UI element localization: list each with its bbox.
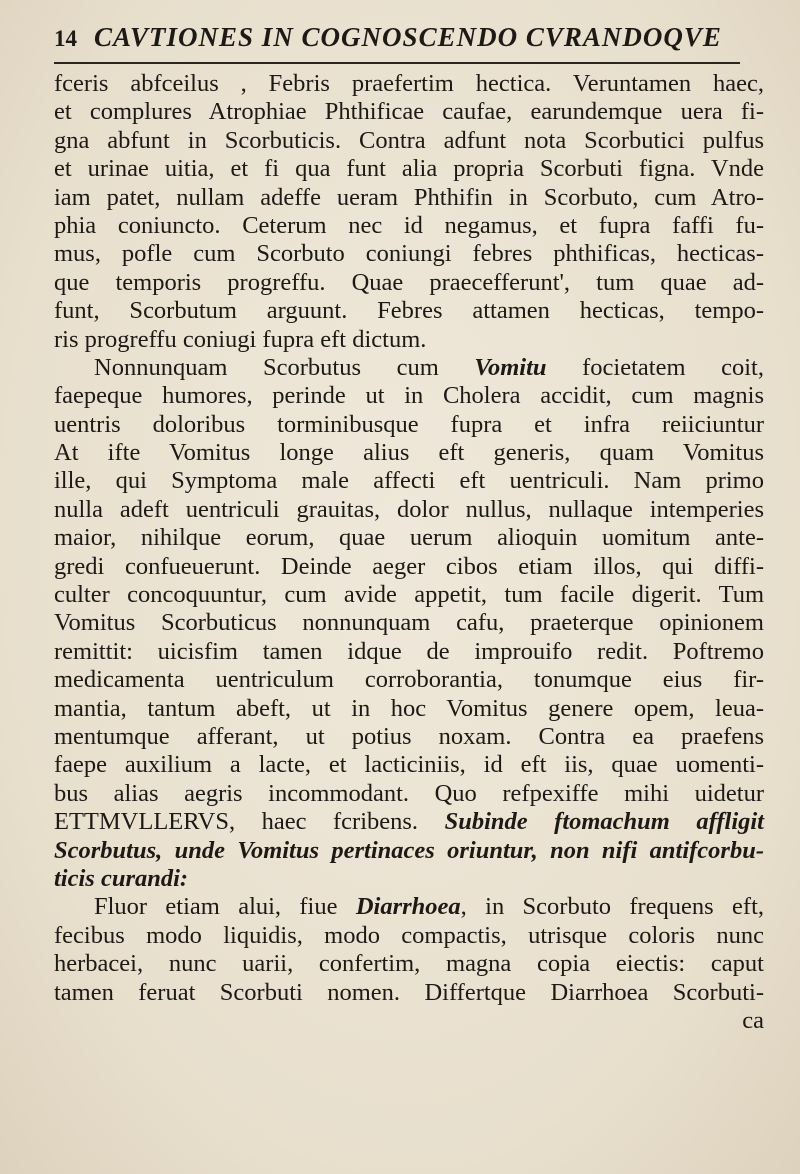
text-line xyxy=(54,553,764,581)
text-line xyxy=(54,723,764,751)
text-line xyxy=(54,70,764,98)
text-line xyxy=(54,581,764,609)
text-line xyxy=(54,695,764,723)
text-line xyxy=(54,865,764,893)
text-line xyxy=(54,98,764,126)
line-text: gredi confueuerunt. Deinde aeger cibos etiam illos, qui diffi- xyxy=(54,552,764,580)
italic-text: Subinde ftomachum affligit xyxy=(444,808,764,836)
text-line xyxy=(54,780,764,808)
line-text: Fluor etiam alui, fiue xyxy=(94,893,356,921)
text-line xyxy=(54,638,764,666)
text-line xyxy=(54,297,764,325)
line-text: mantia, tantum abeft, ut in hoc Vomitus genere opem, leua- xyxy=(54,694,764,722)
line-text: mus, pofle cum Scorbuto coniungi febres phthificas, hecticas- xyxy=(54,240,764,268)
text-line xyxy=(54,411,764,439)
text-line xyxy=(54,496,764,524)
text-line xyxy=(54,240,764,268)
line-text: faepeque humores, perinde ut in Cholera accidit, cum magnis xyxy=(54,382,764,410)
text-line xyxy=(54,212,764,240)
line-text: funt, Scorbutum arguunt. Febres attamen hecticas, tempo- xyxy=(54,297,764,325)
text-line xyxy=(54,184,764,212)
text-line xyxy=(54,609,764,637)
text-line xyxy=(54,467,764,495)
line-text: remittit: uicisfim tamen idque de improuifo redit. Poftremo xyxy=(54,637,764,665)
line-text: mentumque afferant, ut potius noxam. Contra ea praefens xyxy=(54,722,764,750)
line-text: que temporis progreffu. Quae praecefferunt', tum quae ad- xyxy=(54,268,764,296)
line-text: herbacei, nunc uarii, confertim, magna copia eiectis: caput xyxy=(54,950,764,978)
line-text: et urinae uitia, et fi qua funt alia propria Scorbuti figna. Vnde xyxy=(54,155,764,183)
line-text-rest: focietatem coit, xyxy=(546,353,764,381)
italic-text: ticis curandi: xyxy=(54,864,189,892)
line-text: uentris doloribus torminibusque fupra et infra reiiciuntur xyxy=(54,410,764,438)
text-line xyxy=(54,666,764,694)
text-line xyxy=(54,354,764,382)
text-line xyxy=(54,979,764,1007)
text-line xyxy=(54,950,764,978)
line-text: gna abfunt in Scorbuticis. Contra adfunt nota Scorbutici pulfus xyxy=(54,126,764,154)
page-header xyxy=(54,22,740,64)
text-line xyxy=(54,439,764,467)
line-text: Nonnunquam Scorbutus cum xyxy=(94,353,475,381)
text-line xyxy=(54,382,764,410)
running-head: CAVTIONES IN COGNOSCENDO CVRANDOQVE xyxy=(94,22,722,52)
italic-text: Diarrhoea xyxy=(355,893,461,921)
text-line xyxy=(54,922,764,950)
line-text: iam patet, nullam adeffe ueram Phthifin in Scorbuto, cum Atro- xyxy=(54,183,764,211)
line-text: fceris abfceilus , Febris praefertim hectica. Veruntamen haec, xyxy=(54,70,764,97)
line-text: nulla adeft uentriculi grauitas, dolor nullus, nullaque intemperies xyxy=(54,495,764,523)
text-line xyxy=(54,127,764,155)
line-text: ris progreffu coniugi fupra eft dictum. xyxy=(54,325,427,353)
line-text: medicamenta uentriculum corroborantia, tonumque eius fir- xyxy=(54,666,764,694)
line-text: faepe auxilium a lacte, et lacticiniis, id eft iis, quae uomenti- xyxy=(54,751,764,779)
line-text: fecibus modo liquidis, modo compactis, utrisque coloris nunc xyxy=(54,921,764,949)
text-line xyxy=(54,751,764,779)
line-text: et complures Atrophiae Phthificae caufae, earundemque uera fi- xyxy=(54,98,764,126)
line-text: ETTMVLLERVS, haec fcribens. xyxy=(54,808,445,836)
text-line xyxy=(54,893,764,921)
line-text: phia coniuncto. Ceterum nec id negamus, et fupra faffi fu- xyxy=(54,211,764,239)
line-text: culter concoquuntur, cum avide appetit, tum facile digerit. Tum xyxy=(54,581,764,609)
line-text: bus alias aegris incommodant. Quo refpexiffe mihi uidetur xyxy=(54,779,764,807)
line-text: maior, nihilque eorum, quae uerum alioquin uomitum ante- xyxy=(54,524,764,552)
text-line xyxy=(54,808,764,836)
line-text: Vomitus Scorbuticus nonnunquam cafu, praeterque opinionem xyxy=(54,609,764,637)
page-number: 14 xyxy=(54,26,77,51)
line-text: ille, qui Symptoma male affecti eft uentriculi. Nam primo xyxy=(54,467,764,495)
line-text-rest: , in Scorbuto frequens eft, xyxy=(460,893,765,921)
text-line xyxy=(54,155,764,183)
body-text xyxy=(54,70,764,1035)
italic-text: Scorbutus, unde Vomitus pertinaces oriuntur, non nifi antifcorbu- xyxy=(54,836,764,864)
text-line xyxy=(54,524,764,552)
text-line xyxy=(54,837,764,865)
line-text: tamen feruat Scorbuti nomen. Differtque Diarrhoea Scorbuti- xyxy=(54,978,764,1006)
text-line xyxy=(54,269,764,297)
line-text: At ifte Vomitus longe alius eft generis, quam Vomitus xyxy=(54,439,764,467)
italic-text: Vomitu xyxy=(474,353,547,381)
catchword: ca xyxy=(742,1006,764,1034)
text-line xyxy=(54,326,764,354)
